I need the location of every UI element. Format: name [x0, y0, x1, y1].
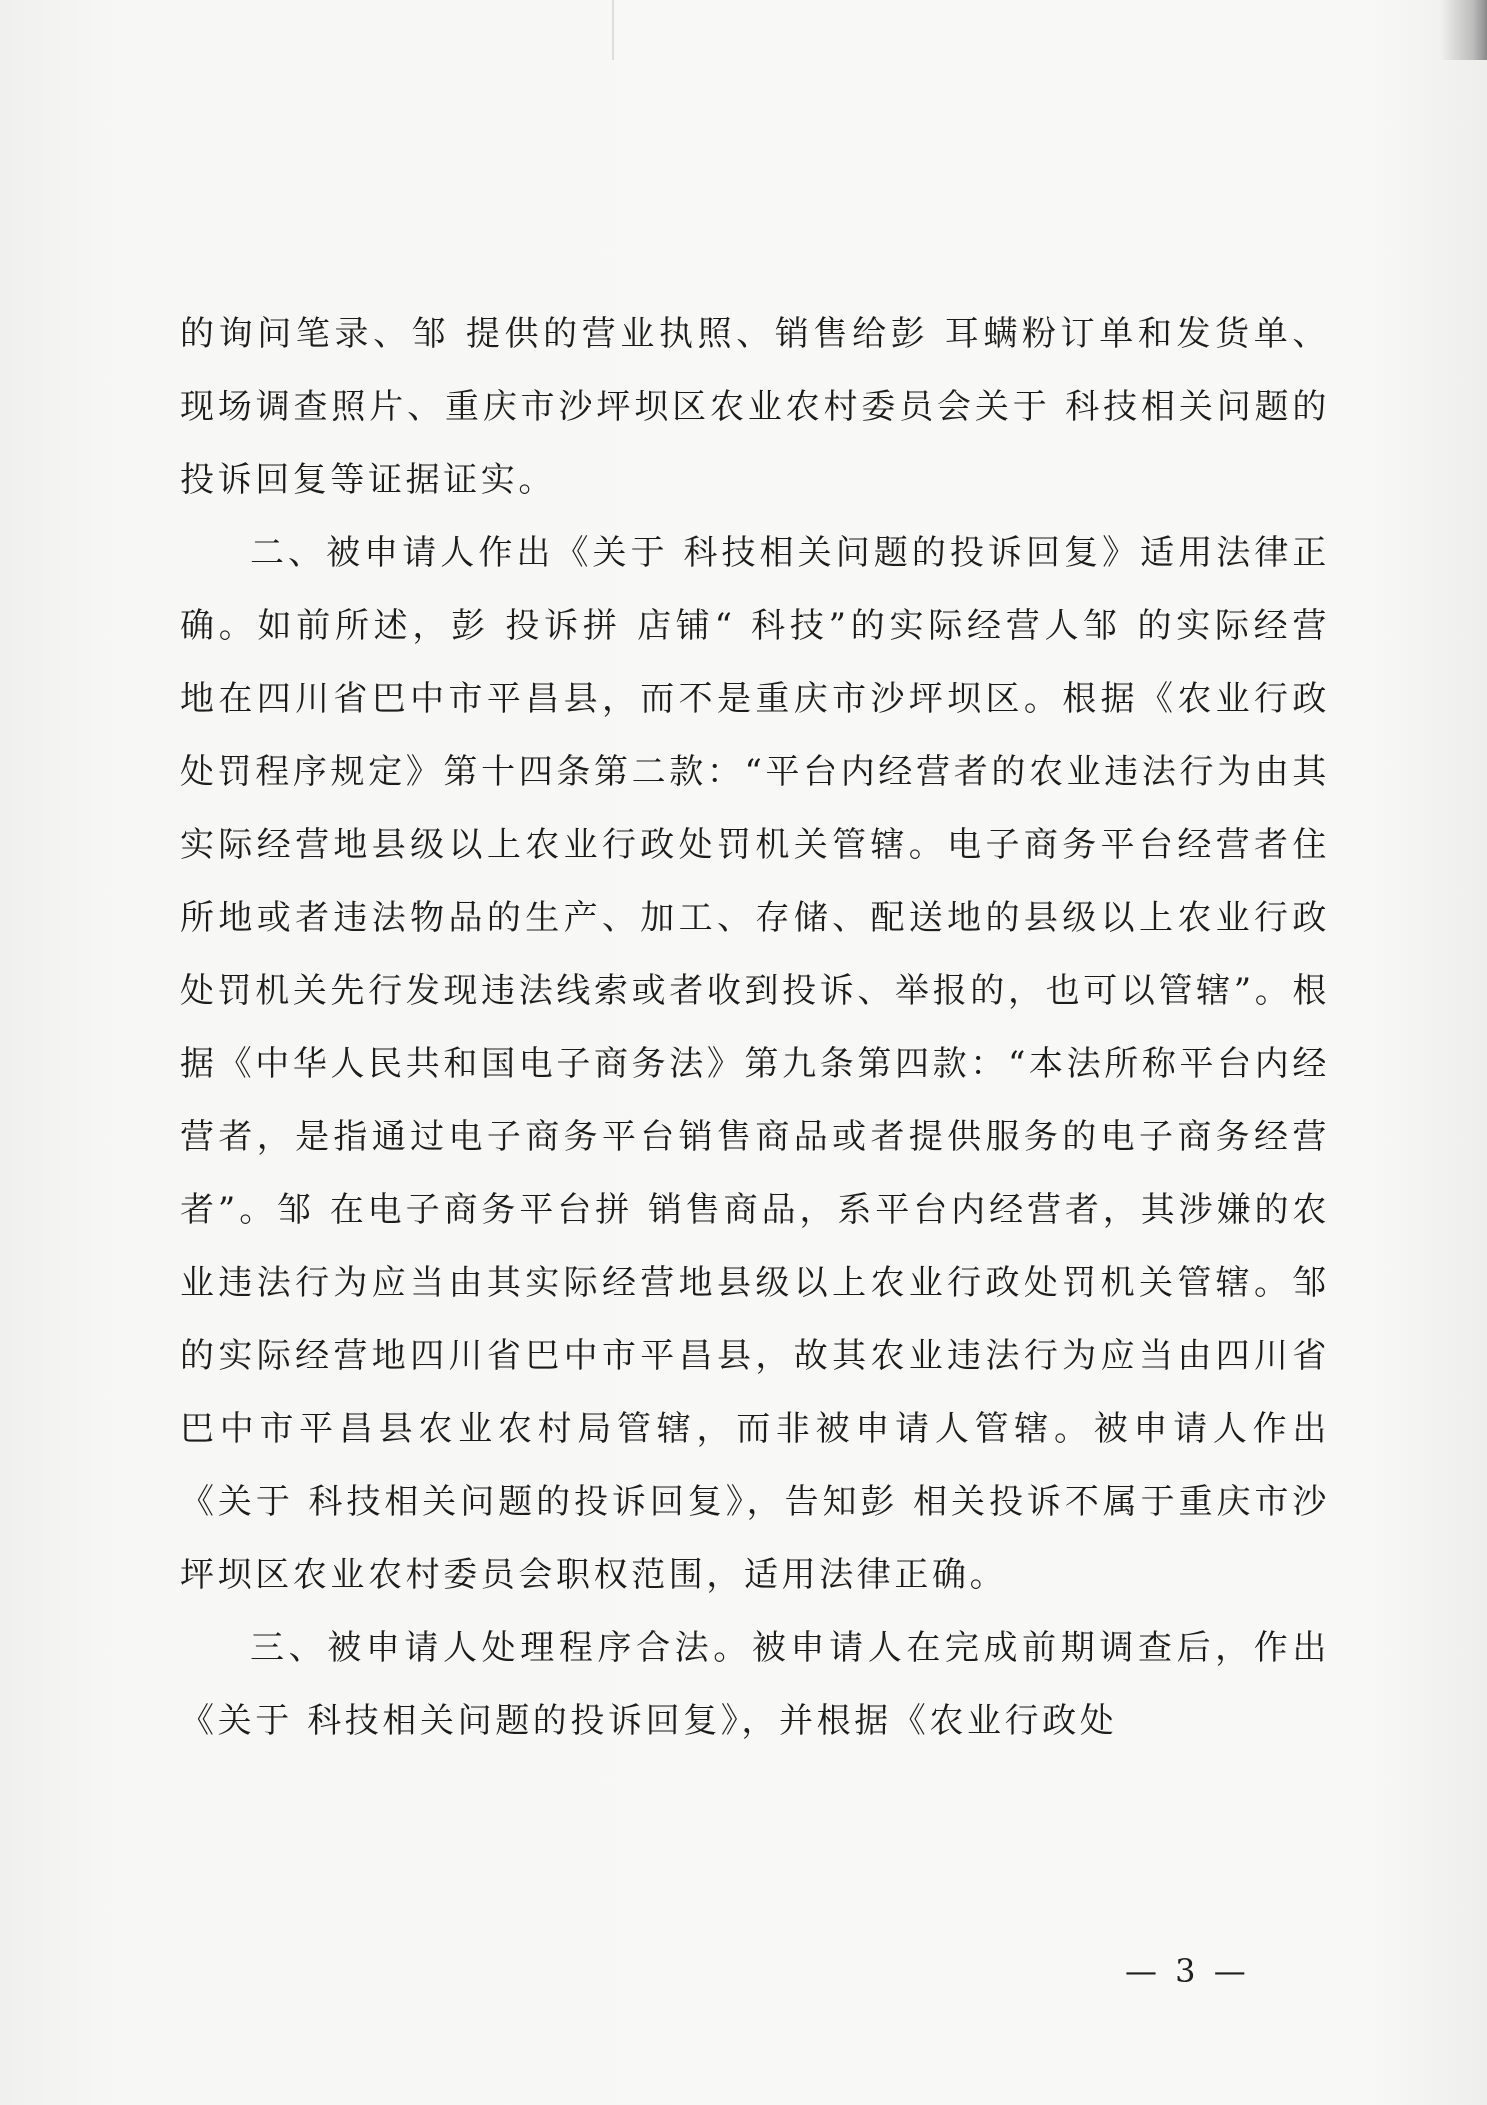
paragraph-section-three: 三、被申请人处理程序合法。被申请人在完成前期调查后，作出《关于 科技相关问题的投诉回复》，并根据《农业行政处: [180, 1628, 1330, 1741]
paragraph-section-two: 二、被申请人作出《关于 科技相关问题的投诉回复》适用法律正确。如前所述，彭 投诉拼 店铺“ 科技”的实际经营人邹 的实际经营地在四川省巴中市平昌县，而不是重庆市沙坪坝区。根据《农业行政处罚程序规定》第十四条第二款：“平台内经营者的农业违法行为由其实际经营地县级以上农业行政处罚机关管辖。电子商务平台经营者住所地或者违法物品的生产、加工、存储、配送地的县级以上农业行政处罚机关先行发现违法线索或者收到投诉、举报的，也可以管辖”。根据《中华人民共和国电子商务法》第九条第四款：“本法所称平台内经营者，是指通过电子商务平台销售商品或者提供服务的电子商务经营者”。邹 在电子商务平台拼 销售商品，系平台内经营者，其涉嫌的农业违法行为应当由其实际经营地县级以上农业行政处罚机关管辖。邹 的实际经营地四川省巴中市平昌县，故其农业违法行为应当由四川省巴中市平昌县农业农村局管辖，而非被申请人管辖。被申请人作出《关于 科技相关问题的投诉回复》，告知彭 相关投诉不属于重庆市沙坪坝区农业农村委员会职权范围，适用法律正确。: [180, 533, 1330, 1595]
scan-corner-shadow: [1440, 0, 1487, 60]
document-body: [180, 298, 1330, 1758]
page-number: — 3 —: [1125, 1952, 1250, 1990]
paragraph-evidence: 的询问笔录、邹 提供的营业执照、销售给彭 耳螨粉订单和发货单、现场调查照片、重庆市沙坪坝区农业农村委员会关于 科技相关问题的投诉回复等证据证实。: [180, 314, 1330, 500]
scan-fold-mark: [612, 0, 614, 60]
